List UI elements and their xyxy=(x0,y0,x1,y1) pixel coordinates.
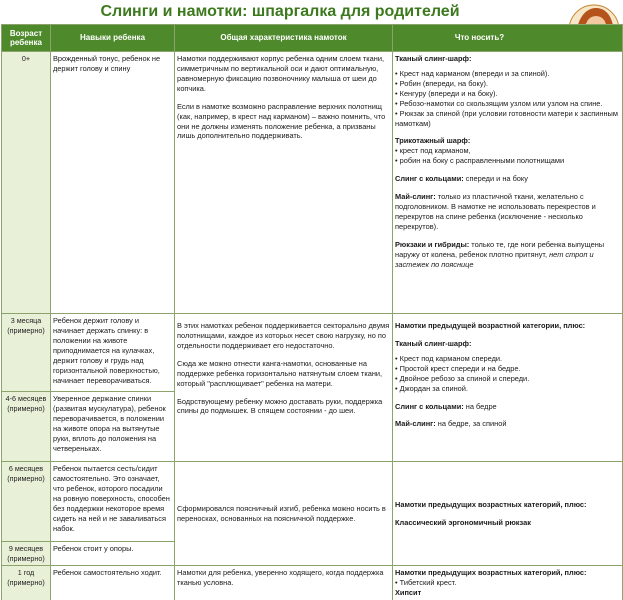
skill-9-months: Ребенок стоит у опоры. xyxy=(51,542,175,566)
wear-newborn xyxy=(393,52,623,314)
desc-newborn-p1: Намотки поддерживают корпус ребенка одним слоем ткани, симметричным по вертикальной оси и дают оптимальную, равномерную фиксацию позвоночнику малыша от шеи до копчика. xyxy=(177,54,385,93)
wear-woven-item: • Джордан за спиной. xyxy=(395,383,468,393)
header-age: Возраст ребенка xyxy=(2,25,51,52)
wear-ergo-backpack: Классический эргономичный рюкзак xyxy=(395,517,531,527)
desc-newborn xyxy=(175,52,393,314)
row-1-year xyxy=(2,566,623,600)
wear-woven-heading: Тканый слинг-шарф: xyxy=(395,338,472,348)
desc-3-6-p3: Бодрствующему ребенку можно доставать руки, поддержка спины до подмышек. В спящем состоянии - до шеи. xyxy=(177,396,383,416)
wear-hipseat: Хипсит xyxy=(395,588,422,598)
skill-6-months: Ребенок пытается сесть/сидит самостоятельно. Это означает, что ребенок, которого посадили на ровную поверхность, способен без поддержки некоторое время сидеть на ней и не заваливаться набок. xyxy=(51,462,175,542)
desc-1-year: Намотки для ребенка, уверенно ходящего, когда поддержка тканью условна. xyxy=(175,566,393,600)
wear-woven-item: • Ребозо-намотки со скользящим узлом или узлом на спине. xyxy=(395,98,603,108)
row-newborn xyxy=(2,52,623,314)
wear-prev-label: Намотки предыдущих возрастных категорий, плюс: xyxy=(395,568,587,578)
header-wear: Что носить? xyxy=(393,25,623,52)
skill-3-months: Ребенок держит голову и начинает держать спинку: в положении на животе приподнимается на кулачках, держит голову и грудь над горизонтальной поверхностью, начинает переворачиваться. xyxy=(51,314,175,392)
wear-woven-item: • Рюкзак за спиной (при условии готовности матери к заспинным намоткам) xyxy=(395,108,618,128)
desc-6-9-months xyxy=(175,462,393,566)
age-1-year: 1 год (примерно) xyxy=(2,566,51,600)
row-3-months xyxy=(2,314,623,392)
skill-1-year: Ребенок самостоятельно ходит. xyxy=(51,566,175,600)
wear-prev-label: Намотки предыдущей возрастной категории, плюс: xyxy=(395,321,586,330)
age-4-6-months: 4-6 месяцев (примерно) xyxy=(2,392,51,462)
cheat-sheet-table xyxy=(1,24,623,600)
page-title: Слинги и намотки: шпаргалка для родителей xyxy=(100,3,460,20)
wear-prev-label: Намотки предыдущих возрастных категорий, плюс: xyxy=(395,499,587,509)
wear-woven-item: • Двойное ребозо за спиной и спереди. xyxy=(395,373,530,383)
desc-3-6-p2: Сюда же можно отнести канга-намотки, основанные на поддержке ребенка горизонтально натянутым слоем ткани, который "расплющивает" ребенка на матери. xyxy=(177,358,383,388)
wear-mai-line: Май-слинг: на бедре, за спиной xyxy=(395,419,507,429)
wear-knit-item: • крест под карманом, xyxy=(395,146,471,156)
wear-tibetan-cross: • Тибетский крест. xyxy=(395,578,457,588)
wear-ring-line: Слинг с кольцами: на бедре xyxy=(395,401,497,411)
wear-ring-line: Слинг с кольцами: спереди и на боку xyxy=(395,174,528,184)
wear-6-9-months xyxy=(393,462,623,566)
desc-3-6-p1: В этих намотках ребенок поддерживается секторально двумя полотнищами, каждое из которых несет свою нагрузку, но по отдельности поддерживает его недостаточно. xyxy=(177,321,390,350)
age-9-months: 9 месяцев (примерно) xyxy=(2,542,51,566)
wear-3-6-months xyxy=(393,314,623,462)
header-row xyxy=(2,25,623,52)
age-3-months: 3 месяца (примерно) xyxy=(2,314,51,392)
wear-mai-line: Май-слинг: только из пластичной ткани, желательно с подголовником. В намотке не использовать перекрестов и перекрутов на спине ребенка (исключение - несколько перекрутов). xyxy=(395,192,596,231)
desc-3-6-months xyxy=(175,314,393,462)
wear-woven-heading: Тканый слинг-шарф: xyxy=(395,54,472,63)
title-bar xyxy=(0,0,623,25)
wear-woven-item: • Простой крест спереди и на бедре. xyxy=(395,363,521,373)
wear-woven-item: • Крест под карманом спереди. xyxy=(395,353,503,363)
skill-4-6-months: Уверенное держание спинки (развитая мускулатура), ребенок переворачивается, в положении на животе опора на вытянутые руки, вплоть до положения на четвереньках. xyxy=(51,392,175,462)
wear-knit-item: • робин на боку с расправленными полотнищами xyxy=(395,156,565,166)
wear-woven-item: • Кенгуру (впереди и на боку). xyxy=(395,88,498,98)
desc-newborn-p2: Если в намотке возможно расправление верхних полотнищ (как, например, в крест над карманом) – важно помнить, что они не должны изменять положение ребенка, а призваны лишь дополнительно поддерживать. xyxy=(177,101,386,141)
header-skills: Навыки ребенка xyxy=(51,25,175,52)
age-6-months: 6 месяцев (примерно) xyxy=(2,462,51,542)
wear-1-year xyxy=(393,566,623,600)
age-newborn: 0+ xyxy=(2,52,51,314)
row-6-months xyxy=(2,462,623,542)
wear-pack-line: Рюкзаки и гибриды: только те, где ноги ребенка выпущены наружу от колена, ребенок плотно притянут, нет строп и застежек по пояснице xyxy=(395,239,605,269)
wear-knit-heading: Трикотажный шарф: xyxy=(395,136,471,146)
desc-6-9-p1: Сформировался поясничный изгиб, ребенка можно носить в переносках, основанных на поясничной поддержке. xyxy=(177,503,386,523)
wear-woven-item: • Робин (впереди, на боку). xyxy=(395,78,489,88)
wear-woven-item: • Крест над карманом (впереди и за спиной). xyxy=(395,68,550,78)
header-desc: Общая характеристика намоток xyxy=(175,25,393,52)
skill-newborn: Врожденный тонус, ребенок не держит голову и спину xyxy=(51,52,175,314)
